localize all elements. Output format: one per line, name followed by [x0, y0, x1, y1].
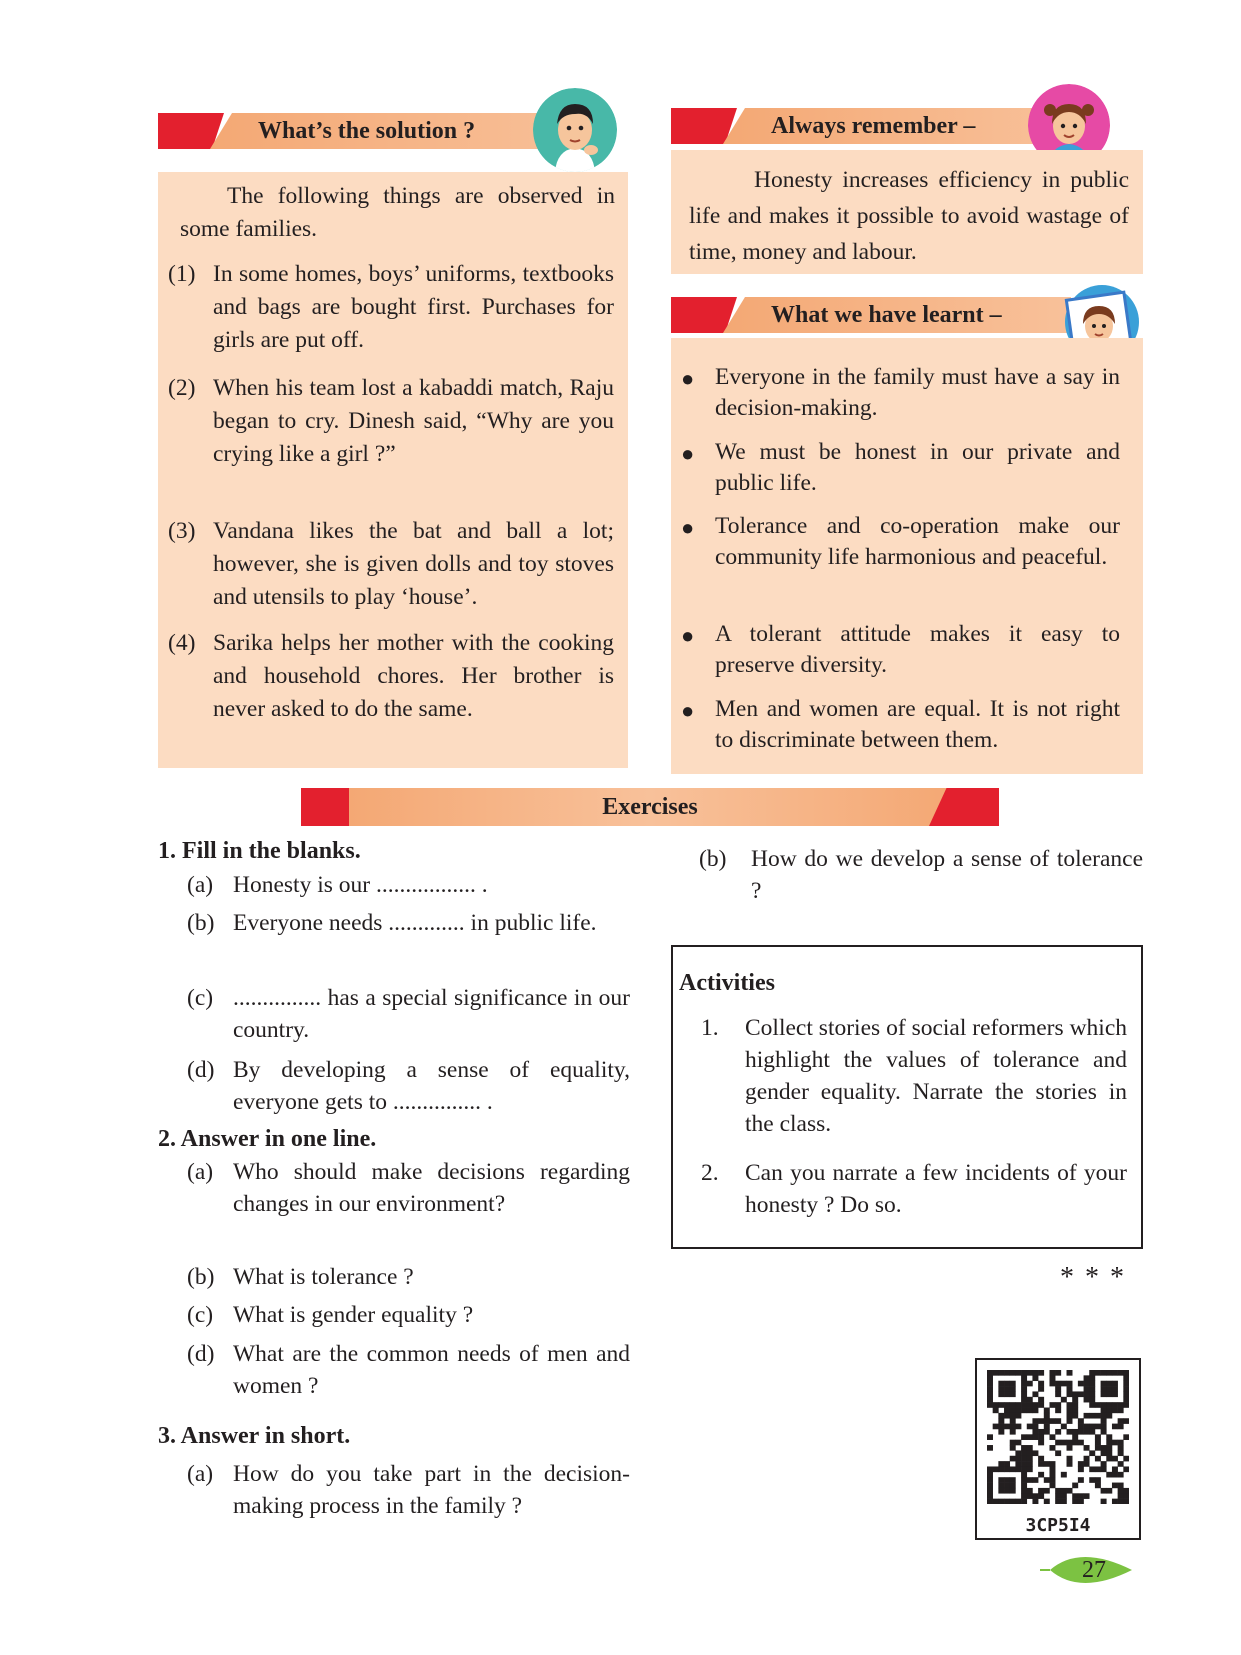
bullet-text: We must be honest in our private and public life. [715, 439, 1120, 496]
item-text: How do you take part in the decision-making process in the family ? [233, 1461, 630, 1519]
exercises-title: Exercises [602, 794, 698, 820]
item-label: (a) [187, 1461, 214, 1487]
q2-item-a [187, 1156, 630, 1252]
item-text: Everyone needs ............. in public life. [233, 910, 597, 936]
remember-title: Always remember – [771, 113, 976, 139]
qr-code[interactable] [975, 1358, 1141, 1540]
item-text: When his team lost a kabaddi match, Raju began to cry. Dinesh said, “Why are you crying like a girl ?” [213, 375, 614, 467]
item-label: (c) [187, 985, 214, 1011]
item-text: What is tolerance ? [233, 1264, 414, 1290]
q3-item-a [187, 1458, 630, 1554]
section-end-stars: * * * [1060, 1262, 1126, 1293]
item-text: Sarika helps her mother with the cooking and household chores. Her brother is never asked to do the same. [213, 630, 614, 722]
solution-box [158, 172, 628, 768]
item-label: 2. [701, 1160, 719, 1186]
learnt-title: What we have learnt – [771, 302, 1002, 328]
exercises-banner [301, 788, 999, 826]
solution-item-4 [168, 627, 618, 759]
bullet-icon: ● [681, 515, 695, 540]
item-label: (b) [699, 846, 727, 872]
q1-item-d [187, 1054, 630, 1118]
bullet-icon: ● [681, 623, 695, 648]
item-label: (b) [187, 910, 215, 936]
item-label: (d) [187, 1341, 215, 1367]
bullet-text: Tolerance and co-operation make our community life harmonious and peaceful. [715, 513, 1120, 570]
learnt-banner [671, 297, 1071, 333]
solution-item-3 [168, 515, 618, 615]
item-number: (4) [168, 630, 196, 656]
remember-text: Honesty increases efficiency in public life and makes it possible to avoid wastage of time, money and labour. [689, 167, 1129, 265]
boy-thinking-avatar [533, 88, 617, 172]
q3-item-b [699, 843, 1143, 907]
item-text: Collect stories of social reformers which highlight the values of tolerance and gender equality. Narrate the stories in the class. [745, 1015, 1127, 1137]
qr-code-pattern [987, 1370, 1129, 1504]
item-text: What is gender equality ? [233, 1302, 474, 1328]
q1-item-c [187, 982, 630, 1046]
item-label: (b) [187, 1264, 215, 1290]
activities-title: Activities [679, 970, 775, 996]
q2-item-c [187, 1299, 630, 1331]
item-text: In some homes, boys’ uniforms, textbooks and bags are bought first. Purchases for girls are put off. [213, 261, 614, 353]
solution-title: What’s the solution ? [258, 118, 476, 144]
bullet-icon: ● [681, 441, 695, 466]
q2-heading: 2. Answer in one line. [158, 1126, 377, 1152]
item-text: Who should make decisions regarding changes in our environment? [233, 1159, 630, 1217]
remember-banner [671, 108, 1071, 144]
bullet-icon: ● [681, 366, 695, 391]
item-label: (d) [187, 1057, 215, 1083]
qr-code-label: 3CP5I4 [1025, 1515, 1091, 1536]
item-text: How do we develop a sense of tolerance ? [751, 846, 1143, 904]
item-text: Vandana likes the bat and ball a lot; however, she is given dolls and toy stoves and utensils to play ‘house’. [213, 518, 614, 610]
item-number: (3) [168, 518, 196, 544]
item-text: What are the common needs of men and women ? [233, 1341, 630, 1399]
item-label: (a) [187, 872, 214, 898]
q1-item-b [187, 907, 630, 971]
learnt-bullet-2 [681, 437, 1131, 501]
solution-item-2 [168, 372, 618, 504]
bullet-text: Men and women are equal. It is not right to discriminate between them. [715, 696, 1120, 753]
item-text: ............... has a special significance in our country. [233, 985, 630, 1043]
activity-item-2 [701, 1157, 1129, 1221]
item-text: Can you narrate a few incidents of your honesty ? Do so. [745, 1160, 1127, 1218]
learnt-bullet-4 [681, 619, 1131, 683]
learnt-bullet-1 [681, 362, 1131, 426]
item-label: (a) [187, 1159, 214, 1185]
activities-box [671, 945, 1143, 1249]
q1-item-a [187, 869, 630, 901]
page-number-leaf [1040, 1550, 1142, 1590]
item-label: (c) [187, 1302, 214, 1328]
bullet-text: A tolerant attitude makes it easy to preserve diversity. [715, 621, 1120, 678]
solution-banner [158, 113, 598, 149]
q3-heading: 3. Answer in short. [158, 1423, 351, 1449]
learnt-bullet-3 [681, 511, 1131, 607]
learnt-box [671, 338, 1143, 774]
item-number: (1) [168, 261, 196, 287]
activity-item-1 [701, 1012, 1129, 1140]
solution-item-1 [168, 258, 618, 358]
item-text: Honesty is our ................. . [233, 872, 488, 898]
learnt-bullet-5 [681, 694, 1131, 758]
item-label: 1. [701, 1015, 719, 1041]
bullet-text: Everyone in the family must have a say in decision-making. [715, 364, 1120, 421]
q2-item-d [187, 1338, 630, 1402]
page-number: 27 [1082, 1557, 1106, 1583]
item-text: By developing a sense of equality, everyone gets to ............... . [233, 1057, 630, 1115]
q2-item-b [187, 1261, 630, 1293]
item-number: (2) [168, 375, 196, 401]
solution-intro: The following things are observed in some families. [180, 183, 615, 242]
q1-heading: 1. Fill in the blanks. [158, 838, 361, 864]
remember-box [671, 150, 1143, 274]
bullet-icon: ● [681, 698, 695, 723]
